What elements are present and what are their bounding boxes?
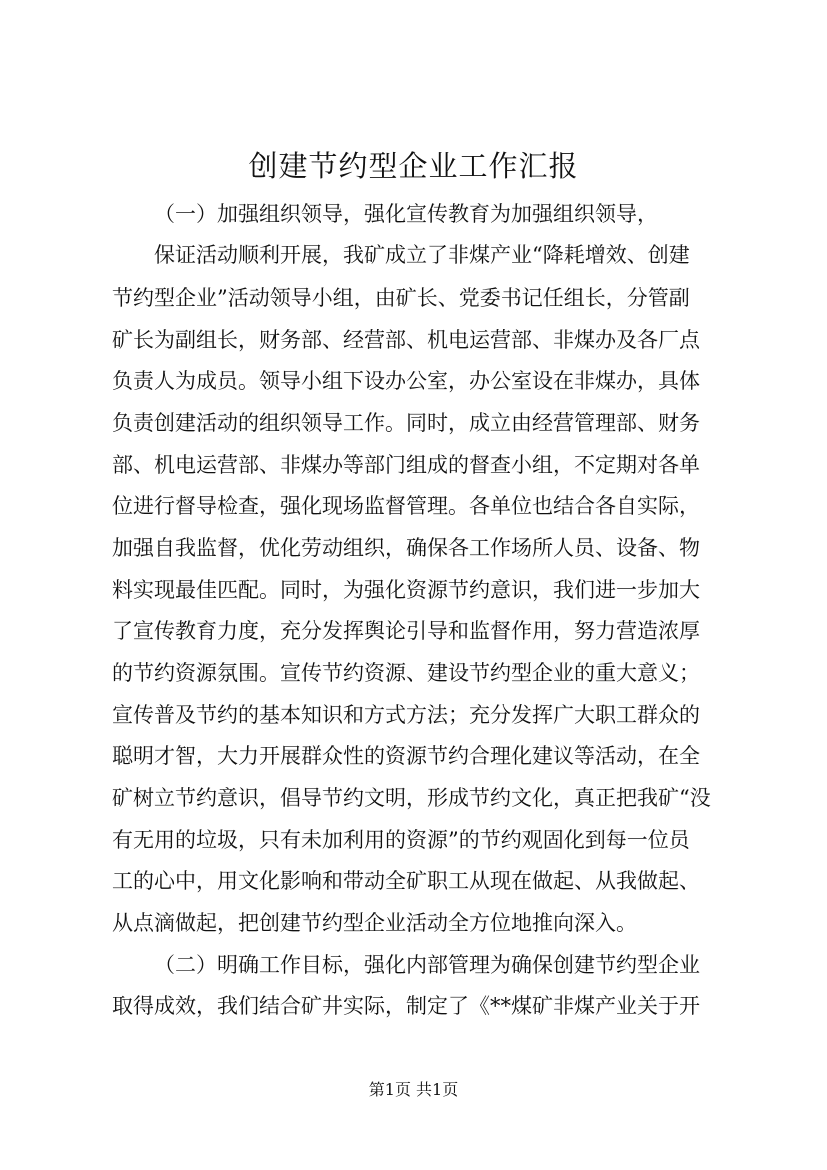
document-title: 创建节约型企业工作汇报 [248, 149, 579, 183]
text-line: 了宣传教育力度，充分发挥舆论引导和监督作用，努力营造浓厚 [112, 619, 700, 643]
text-line: 料实现最佳匹配。同时，为强化资源节约意识，我们进一步加大 [112, 578, 700, 602]
text-line: 节约型企业”活动领导小组，由矿长、党委书记任组长，分管副 [112, 286, 690, 310]
text-line: 矿树立节约意识，倡导节约文明，形成节约文化，真正把我矿“没 [112, 786, 711, 810]
text-line: 的节约资源氛围。宣传节约资源、建设节约型企业的重大意义； [112, 661, 700, 685]
text-line: 聪明才智，大力开展群众性的资源节约合理化建议等活动，在全 [112, 744, 700, 768]
text-line: 加强自我监督，优化劳动组织，确保各工作场所人员、设备、物 [112, 536, 700, 560]
text-line: 部、机电运营部、非煤办等部门组成的督查小组，不定期对各单 [112, 453, 700, 477]
text-line: 工的心中，用文化影响和带动全矿职工从现在做起、从我做起、 [112, 869, 700, 893]
page-footer: 第1页 共1页 [368, 1080, 459, 1099]
text-line: 取得成效，我们结合矿井实际，制定了《**煤矿非煤产业关于开 [112, 994, 700, 1018]
text-line: 有无用的垃圾，只有未加利用的资源”的节约观固化到每一位员 [112, 828, 690, 852]
text-line: （一）加强组织领导，强化宣传教育为加强组织领导， [154, 202, 658, 226]
text-line: 位进行督导检查，强化现场监督管理。各单位也结合各自实际， [112, 494, 700, 518]
text-line: 负责人为成员。领导小组下设办公室，办公室设在非煤办，具体 [112, 369, 700, 393]
text-line: 负责创建活动的组织领导工作。同时，成立由经营管理部、财务 [112, 411, 700, 435]
text-line: （二）明确工作目标，强化内部管理为确保创建节约型企业 [154, 953, 700, 977]
text-line: 矿长为副组长，财务部、经营部、机电运营部、非煤办及各厂点 [112, 328, 700, 352]
text-line: 宣传普及节约的基本知识和方式方法；充分发挥广大职工群众的 [112, 703, 700, 727]
text-line: 从点滴做起，把创建节约型企业活动全方位地推向深入。 [112, 911, 637, 935]
text-line: 保证活动顺利开展，我矿成立了非煤产业“降耗增效、创建 [154, 243, 690, 267]
